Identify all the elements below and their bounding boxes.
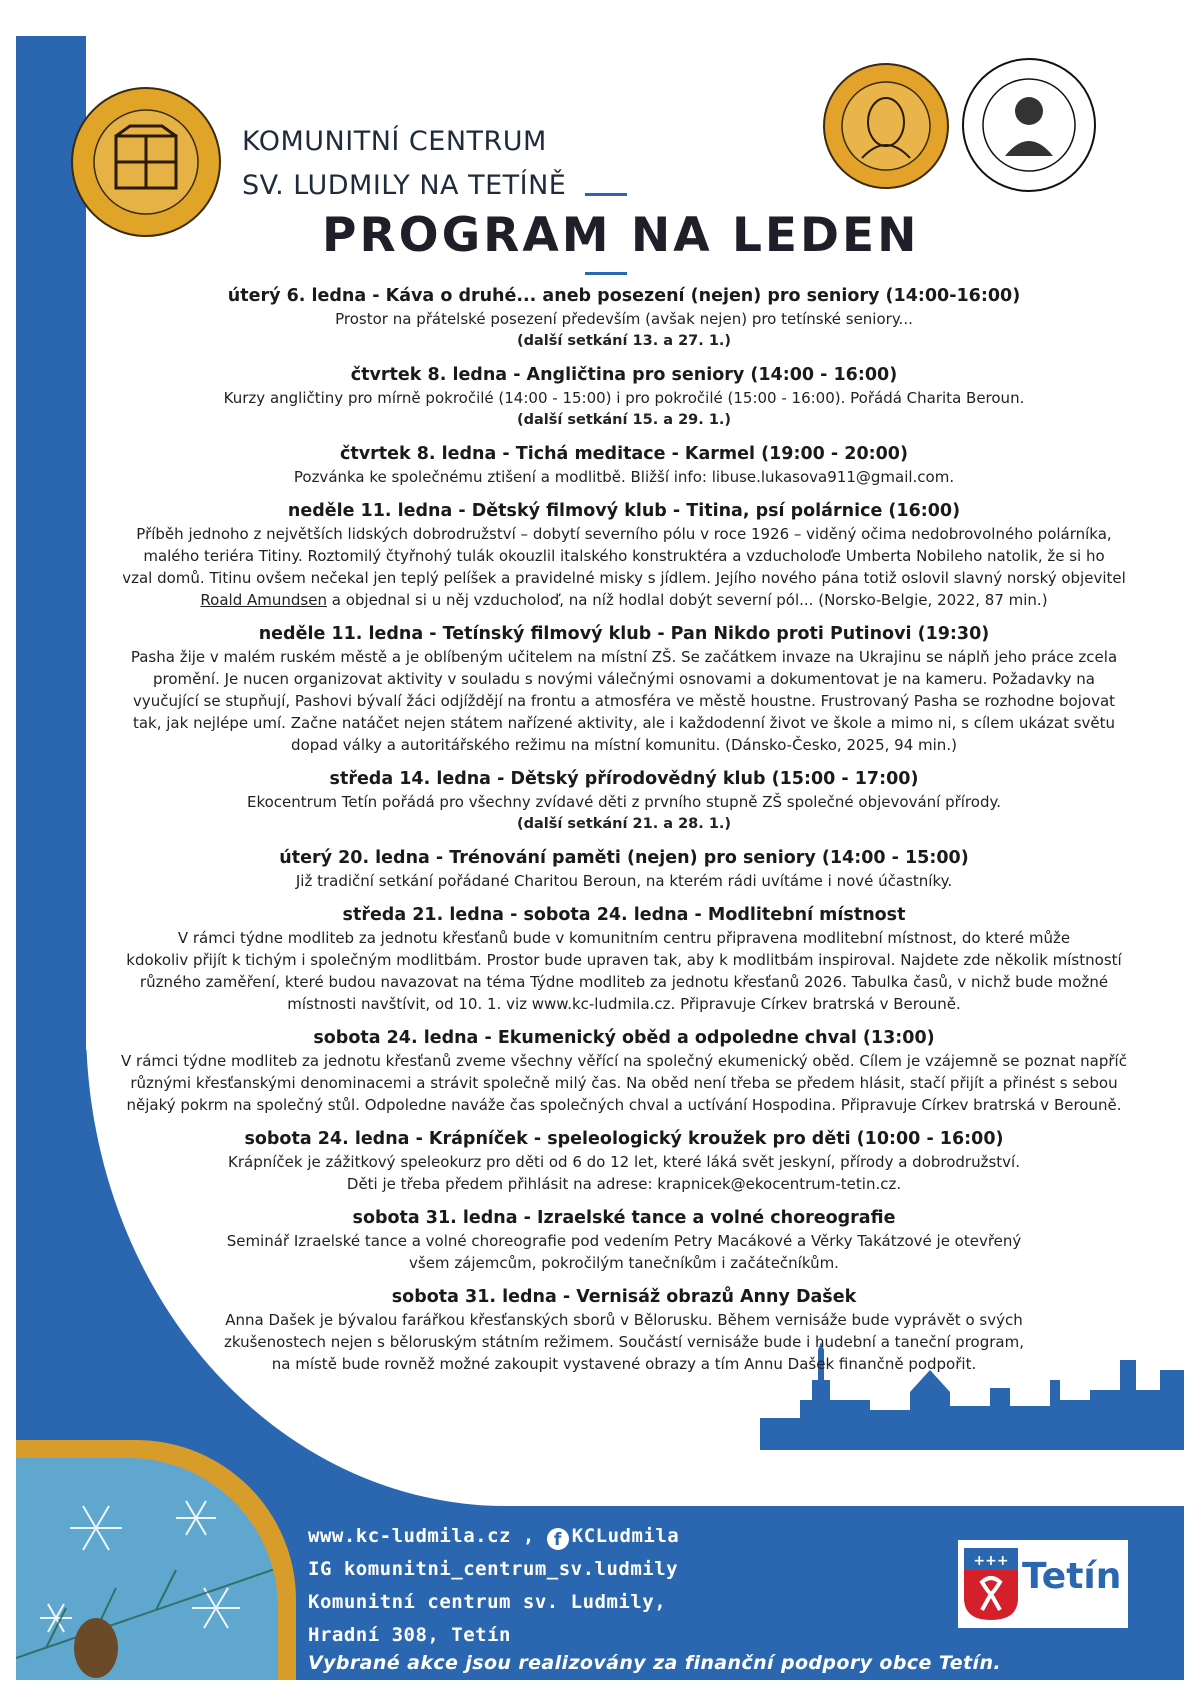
event-description-line: vyučující se stupňují, Pashovi bývalí žáci odjíždějí na frontu a atmosféra ve městě houstne. Frustrovaný Pasha se rozhodne bojovat — [132, 692, 1116, 710]
event-description-line: Pozvánka ke společnému ztišení a modlitbě. Bližší info: libuse.lukasova911@gmail.com. — [293, 468, 955, 486]
header-accent-line — [585, 193, 627, 196]
event-description-line: místnosti navštívit, od 10. 1. viz www.kc-ludmila.cz. Připravuje Církev bratrská v Berouně. — [287, 995, 961, 1013]
facebook-icon: f — [547, 1528, 569, 1550]
amundsen-link[interactable]: Roald Amundsen — [200, 591, 327, 609]
event-heading: čtvrtek 8. ledna - Tichá meditace - Karmel (19:00 - 20:00) — [340, 444, 908, 464]
event-item — [104, 622, 1144, 756]
event-description-line: nějaký pokrm na společný stůl. Odpoledne naváže čas společných chval a uctívání Hospodina. Připravuje Církev bratrská v Berouně. — [126, 1096, 1122, 1114]
event-heading: neděle 11. ledna - Tetínský filmový klub - Pan Nikdo proti Putinovi (19:30) — [258, 624, 990, 644]
event-item — [104, 846, 1144, 892]
event-description-line: Již tradiční setkání pořádané Charitou Beroun, na kterém rádi uvítáme i nové účastníky. — [295, 872, 953, 890]
event-description-line: vzal domů. Titinu ovšem nečekal jen teplý pelíšek a pravidelné misky s jídlem. Jejího nového pána totiž oslovil slavný norský objevitel — [122, 569, 1126, 587]
event-item — [104, 903, 1144, 1015]
event-description-line: kdokoliv přijít k tichým i společným modlitbám. Prostor bude upraven tak, aby k modlitbám inspiroval. Najdete zde několik místností — [126, 951, 1122, 969]
event-heading: středa 21. ledna - sobota 24. ledna - Modlitební místnost — [342, 905, 906, 925]
event-description-line: malého teriéra Titiny. Roztomilý čtyřnohý tulák okouzlil italského konstruktéra a vzducholoďe Umberta Nobileho natolik, že si ho — [143, 547, 1105, 565]
facebook-link[interactable]: KCLudmila — [571, 1525, 680, 1547]
event-next-dates: (další setkání 21. a 28. 1.) — [516, 816, 732, 832]
title-accent-line — [585, 272, 627, 275]
event-next-dates: (další setkání 15. a 29. 1.) — [516, 412, 732, 428]
svg-text:+++: +++ — [973, 1553, 1009, 1569]
tetin-crest-icon — [964, 1548, 1018, 1620]
instagram-handle[interactable]: IG komunitni_centrum_sv.ludmily — [308, 1558, 679, 1580]
snowflake-decoration-icon — [16, 1458, 278, 1680]
event-item — [104, 284, 1144, 352]
address-line1: Komunitní centrum sv. Ludmily, — [308, 1591, 667, 1613]
event-heading: úterý 6. ledna - Káva o druhé... aneb posezení (nejen) pro seniory (14:00-16:00) — [227, 286, 1021, 306]
event-item — [104, 1285, 1144, 1375]
event-item — [104, 1206, 1144, 1274]
event-description-line: Krápníček je zážitkový speleokurz pro děti od 6 do 12 let, které láká svět jeskyní, přírody a dobrodružství. — [228, 1153, 1020, 1171]
footer-contact — [308, 1520, 679, 1652]
event-description-line: Kurzy angličtiny pro mírně pokročilé (14:00 - 15:00) i pro pokročilé (15:00 - 16:00). Pořádá Charita Beroun. — [223, 389, 1025, 407]
address-line2: Hradní 308, Tetín — [308, 1624, 511, 1646]
event-description-line: různého zaměření, které budou navazovat na téma Týdne modliteb za jednotu křesťanů 2026. Tabulka časů, v nichž bude možné — [139, 973, 1109, 991]
event-item — [104, 442, 1144, 488]
event-description-line: Anna Dašek je bývalou farářkou křesťanských sborů v Bělorusku. Během vernisáže bude vyprávět o svých — [225, 1311, 1023, 1329]
event-description-line — [104, 589, 1144, 611]
event-heading: sobota 24. ledna - Ekumenický oběd a odpoledne chval (13:00) — [313, 1028, 935, 1048]
event-description-line: Děti je třeba předem přihlásit na adrese: krapnicek@ekocentrum-tetin.cz. — [346, 1175, 902, 1193]
event-heading: sobota 31. ledna - Vernisáž obrazů Anny Dašek — [391, 1287, 857, 1307]
event-item — [104, 499, 1144, 611]
funding-note: Vybrané akce jsou realizovány za finanční podpory obce Tetín. — [308, 1652, 1001, 1674]
event-description-line: zkušenostech nejen s běloruským státním režimem. Součástí vernisáže bude i hudební a taneční program, — [224, 1333, 1024, 1351]
event-heading: sobota 31. ledna - Izraelské tance a volné choreografie — [352, 1208, 896, 1228]
event-item — [104, 1127, 1144, 1195]
event-description-rest: a objednal si u něj vzducholoď, na níž hodlal dobýt severní pól... (Norsko-Belgie, 2022, 87 min.) — [326, 591, 1048, 609]
organization-name-line2: SV. LUDMILY NA TETÍNĚ — [242, 170, 567, 201]
saint-ludmila-seal-logo — [822, 62, 950, 190]
event-heading: sobota 24. ledna - Krápníček - speleologický kroužek pro děti (10:00 - 16:00) — [244, 1129, 1004, 1149]
event-item — [104, 1026, 1144, 1116]
event-list — [104, 284, 1144, 1386]
event-description-line: V rámci týdne modliteb za jednotu křesťanů zveme všechny věřící na společný ekumenický oběd. Cílem je vzájemně se poznat napříč — [121, 1052, 1127, 1070]
footer-web-row — [308, 1520, 679, 1553]
event-description-line: na místě bude rovněž možné zakoupit vystavené obrazy a tím Annu Dašek finančně podpořit. — [271, 1355, 977, 1373]
page-title: PROGRAM NA LEDEN — [322, 208, 920, 263]
event-item — [104, 363, 1144, 431]
event-description-line: Seminář Izraelské tance a volné choreografie pod vedením Petry Macákové a Věrky Takátzové je otevřený — [226, 1232, 1022, 1250]
event-heading: čtvrtek 8. ledna - Angličtina pro seniory (14:00 - 16:00) — [350, 365, 898, 385]
tetin-badge-label: Tetín — [1022, 1556, 1122, 1597]
event-heading: úterý 20. ledna - Trénování paměti (nejen) pro seniory (14:00 - 15:00) — [279, 848, 969, 868]
event-next-dates: (další setkání 13. a 27. 1.) — [516, 333, 732, 349]
event-description-line: Příběh jednoho z největších lidských dobrodružství – dobytí severního pólu v roce 1926 – viděný očima nedobrovolného polárníka, — [136, 525, 1112, 543]
event-heading: středa 14. ledna - Dětský přírodovědný klub (15:00 - 17:00) — [329, 769, 919, 789]
website-link[interactable]: www.kc-ludmila.cz , — [308, 1525, 535, 1547]
event-description-line: promění. Je nucen organizovat aktivity v souladu s novými válečnými osnovami a dokumentovat je na kameru. Požadavky na — [153, 670, 1095, 688]
event-description-line: všem zájemcům, pokročilým tanečníkům i začátečníkům. — [409, 1254, 839, 1272]
event-description-line: Ekocentrum Tetín pořádá pro všechny zvídavé děti z prvního stupně ZŠ společné objevování přírody. — [247, 793, 1001, 811]
event-description-line: různými křesťanskými denominacemi a strávit společně milý čas. Na oběd není třeba se předem hlásit, stačí přijít a přinést s sebou — [130, 1074, 1118, 1092]
event-description-line: dopad války a autoritářského režimu na místní komunitu. (Dánsko-Česko, 2025, 94 min.) — [291, 736, 957, 754]
community-center-logo — [70, 86, 222, 238]
event-heading: neděle 11. ledna - Dětský filmový klub - Titina, psí polárnice (16:00) — [287, 501, 961, 521]
organization-name — [242, 120, 566, 208]
parish-beroun-logo — [960, 56, 1098, 194]
tetin-municipality-badge — [958, 1540, 1128, 1628]
event-item — [104, 767, 1144, 835]
event-description-line: V rámci týdne modliteb za jednotu křesťanů bude v komunitním centru připravena modlitební místnost, do které může — [177, 929, 1071, 947]
event-description-line: Pasha žije v malém ruském městě a je oblíbeným učitelem na místní ZŠ. Se začátkem invaze na Ukrajinu se náplň jeho práce zcela — [130, 648, 1118, 666]
event-description-line: tak, jak nejlépe umí. Začne natáčet nejen státem nařízené aktivity, ale i každodenní život ve škole a mimo ni, s cílem ukázat světu — [132, 714, 1116, 732]
event-description-line: Prostor na přátelské posezení především (avšak nejen) pro tetínské seniory... — [335, 310, 913, 328]
organization-name-line1: KOMUNITNÍ CENTRUM — [242, 126, 547, 157]
